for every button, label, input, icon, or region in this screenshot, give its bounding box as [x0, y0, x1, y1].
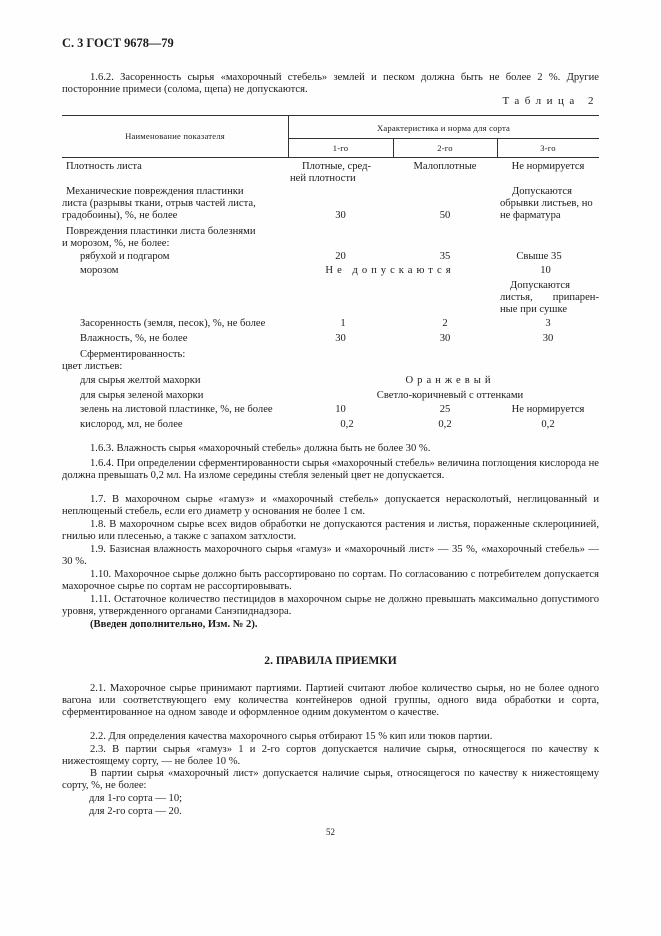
page-number: 52	[326, 827, 335, 837]
paragraph-2-3: 2.3. В партии сырья «гамуз» 1 и 2-го сортов допускается наличие сырья, относящегося по качеству к нижестоящему сорту, — не более 10 %.	[62, 744, 599, 768]
row-greenness-g3: Не нормируется	[511, 404, 585, 415]
row-frost-g3-note: Допускаются листья, припарен- ные при сушке	[500, 280, 599, 316]
paragraph-2-1: 2.1. Махорочное сырье принимают партиями. Партией считают любое количество сырья, но не более одного вагона или соответствующего ему количества контейнеров одной группы, одного вида обработки и сорта, сферментированное на одном заводе и оформленное одним документом о качестве.	[62, 683, 599, 719]
table-header-rule	[62, 157, 599, 158]
row-disease-a-name: рябухой и подгаром	[80, 251, 170, 262]
paragraph-1-10: 1.10. Махорочное сырье должно быть рассортировано по сортам. По согласованию с потребителем допускается махорочное сырье по сортам не рассортировывать.	[62, 569, 599, 593]
column-header-grade-1: 1-го	[332, 143, 349, 153]
row-disease-a-g2: 35	[439, 251, 451, 262]
table-group-rule	[288, 138, 599, 139]
row-green-name: для сырья зеленой махорки	[80, 390, 204, 401]
row-oxygen-g3: 0,2	[541, 419, 555, 430]
section-title: 2. ПРАВИЛА ПРИЕМКИ	[264, 654, 397, 667]
row-disease-name: Повреждения пластинки листа болезнями и морозом, %, не более:	[62, 226, 256, 250]
row-yellow-span: Оранжевый	[405, 375, 495, 386]
list-item: для 1-го сорта — 10;	[89, 793, 183, 804]
row-litter-g2: 2	[442, 318, 448, 329]
column-header-name: Наименование показателя	[125, 131, 225, 141]
row-mech-g1: 30	[335, 210, 346, 221]
row-greenness-g2: 25	[439, 404, 451, 415]
paragraph-1-7: 1.7. В махорочном сырье «гамуз» и «махорочный стебель» допускается нерасколотый, неглицованный и неплющеный стебель, если его диаметр у основания не более 1 см.	[62, 494, 599, 518]
row-moisture-g2: 30	[439, 333, 451, 344]
row-mech-g3: Допускаются обрывки листьев, но не фарматура	[500, 186, 593, 222]
table-caption: Таблица 2	[502, 95, 599, 107]
row-oxygen-g2: 0,2	[438, 419, 452, 430]
amendment-note: (Введен дополнительно, Изм. № 2).	[90, 619, 258, 630]
list-item: для 2-го сорта — 20.	[89, 806, 182, 817]
column-header-grade-3: 3-го	[540, 143, 556, 153]
row-density-g2: Малоплотные	[413, 161, 477, 172]
row-mech-name: Механические повреждения пластинки листа (разрывы ткани, отрыв частей листа, градобоины), %, не более	[62, 186, 256, 222]
paragraph-1-6-4: 1.6.4. При определении сферментированности сырья «махорочный стебель» величина поглощения кислорода не должна превышать 0,2 мл. На изломе середины стебля зеленый цвет не допускается.	[62, 458, 599, 482]
paragraph-2-2: 2.2. Для определения качества махорочного сырья отбирают 15 % кип или тюков партии.	[90, 731, 493, 742]
row-oxygen-g1: 0,2	[340, 419, 354, 430]
row-ferment-name: Сферментированность: цвет листьев:	[62, 349, 186, 373]
row-disease-a-g3: Свыше 35	[516, 251, 562, 262]
page-header: С. 3 ГОСТ 9678—79	[62, 36, 174, 50]
row-density-name: Плотность листа	[66, 161, 142, 172]
paragraph-2-3-b: В партии сырья «махорочный лист» допускается наличие сырья, относящегося по качеству к нижестоящему сорту, %, не более:	[62, 768, 599, 792]
row-moisture-name: Влажность, %, не более	[80, 333, 188, 344]
paragraph-1-8: 1.8. В махорочном сырье всех видов обработки не допускаются растения и листья, пораженные склероцинией, гнилью или плесенью, а также с запахом затхлости.	[62, 519, 599, 543]
row-frost-g3: 10	[540, 265, 551, 276]
row-frost-span: Не допускаются	[325, 265, 455, 276]
row-yellow-name: для сырья желтой махорки	[80, 375, 201, 386]
row-moisture-g3: 30	[542, 333, 554, 344]
row-density-g3: Не нормируется	[511, 161, 585, 172]
row-moisture-g1: 30	[335, 333, 346, 344]
column-header-group: Характеристика и норма для сорта	[376, 123, 511, 133]
row-density-g1a: Плотные, сред-	[302, 161, 371, 172]
row-litter-g3: 3	[545, 318, 551, 329]
row-mech-g2: 50	[439, 210, 451, 221]
table-top-rule	[62, 115, 599, 116]
row-greenness-g1: 10	[335, 404, 346, 415]
row-litter-name: Засоренность (земля, песок), %, не более	[80, 318, 266, 329]
row-disease-a-g1: 20	[335, 251, 346, 262]
paragraph-1-6-3: 1.6.3. Влажность сырья «махорочный стебель» должна быть не более 30 %.	[90, 443, 431, 454]
row-density-g1b: ней плотности	[290, 173, 356, 184]
row-frost-name: морозом	[80, 265, 119, 276]
paragraph-1-11: 1.11. Остаточное количество пестицидов в махорочном сырье не должно превышать максимально допустимого уровня, утвержденного органами Санэпиднадзора.	[62, 594, 599, 618]
row-greenness-name: зелень на листовой пластинке, %, не более	[80, 404, 273, 415]
row-green-span: Светло-коричневый с оттенками	[376, 390, 524, 401]
paragraph-1-6-2: 1.6.2. Засоренность сырья «махорочный стебель» землей и песком должна быть не более 2 %. Другие посторонние примеси (солома, щепа) не допускаются.	[62, 72, 599, 96]
column-header-grade-2: 2-го	[437, 143, 453, 153]
row-oxygen-name: кислород, мл, не более	[80, 419, 183, 430]
paragraph-1-9: 1.9. Базисная влажность махорочного сырья «гамуз» и «махорочный лист» — 35 %, «махорочный стебель» — 30 %.	[62, 544, 599, 568]
row-litter-g1: 1	[340, 318, 346, 329]
